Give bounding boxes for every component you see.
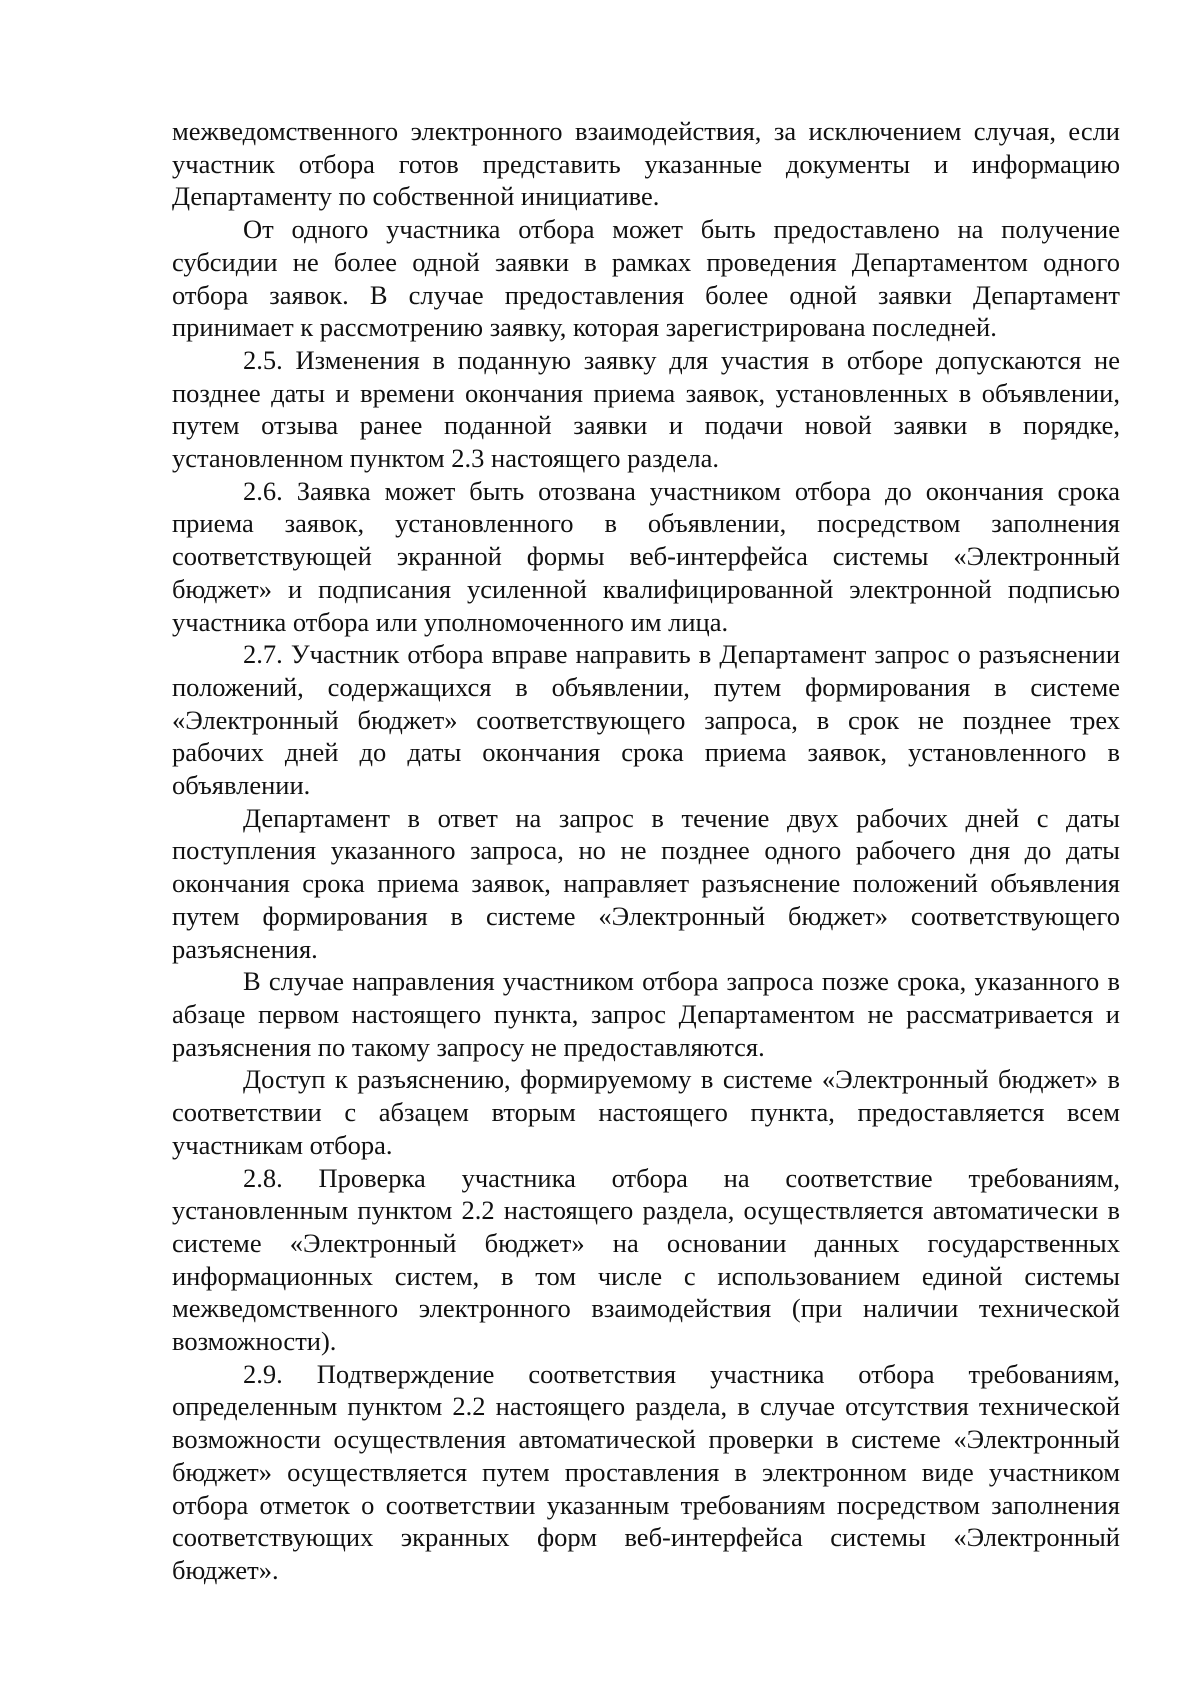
paragraph-department-response: Департамент в ответ на запрос в течение двух рабочих дней с даты поступления указанного запроса, но не позднее одного рабочего дня до даты окончания срока приема заявок, направляет разъяснение положений объявления путем формирования в системе «Электронный бюджет» соответствующего разъяснения.	[172, 802, 1120, 964]
paragraph-2-5: 2.5. Изменения в поданную заявку для участия в отборе допускаются не позднее даты и времени окончания приема заявок, установленных в объявлении, путем отзыва ранее поданной заявки и подачи новой заявки в порядке, установленном пунктом 2.3 настоящего раздела.	[172, 344, 1120, 474]
paragraph-2-7: 2.7. Участник отбора вправе направить в Департамент запрос о разъяснении положений, содержащихся в объявлении, путем формирования в системе «Электронный бюджет» соответствующего запроса, в срок не позднее трех рабочих дней до даты окончания срока приема заявок, установленного в объявлении.	[172, 639, 1120, 801]
paragraph-2-9: 2.9. Подтверждение соответствия участника отбора требованиям, определенным пунктом 2.2 настоящего раздела, в случае отсутствия технической возможности осуществления автоматической проверки в системе «Электронный бюджет» осуществляется путем проставления в электронном виде участником отбора отметок о соответствии указанным требованиям посредством заполнения соответствующих экранных форм веб-интерфейса системы «Электронный бюджет».	[172, 1358, 1120, 1585]
paragraph-continuation: межведомственного электронного взаимодействия, за исключением случая, если участник отбора готов представить указанные документы и информацию Департаменту по собственной инициативе.	[172, 116, 1120, 212]
paragraph-2-6: 2.6. Заявка может быть отозвана участником отбора до окончания срока приема заявок, установленного в объявлении, посредством заполнения соответствующей экранной формы веб-интерфейса системы «Электронный бюджет» и подписания усиленной квалифицированной электронной подписью участника отбора или уполномоченного им лица.	[172, 475, 1120, 637]
paragraph-access-clarification: Доступ к разъяснению, формируемому в системе «Электронный бюджет» в соответствии с абзацем вторым настоящего пункта, предоставляется всем участникам отбора.	[172, 1064, 1120, 1160]
paragraph-single-application: От одного участника отбора может быть предоставлено на получение субсидии не более одной заявки в рамках проведения Департаментом одного отбора заявок. В случае предоставления более одной заявки Департамент принимает к рассмотрению заявку, которая зарегистрирована последней.	[172, 214, 1120, 343]
document-body	[172, 115, 1120, 1587]
paragraph-late-request: В случае направления участником отбора запроса позже срока, указанного в абзаце первом настоящего пункта, запрос Департаментом не рассматривается и разъяснения по такому запросу не предоставляются.	[172, 966, 1120, 1062]
paragraph-2-8: 2.8. Проверка участника отбора на соответствие требованиям, установленным пунктом 2.2 настоящего раздела, осуществляется автоматически в системе «Электронный бюджет» на основании данных государственных информационных систем, в том числе с использованием единой системы межведомственного электронного взаимодействия (при наличии технической возможности).	[172, 1162, 1120, 1357]
